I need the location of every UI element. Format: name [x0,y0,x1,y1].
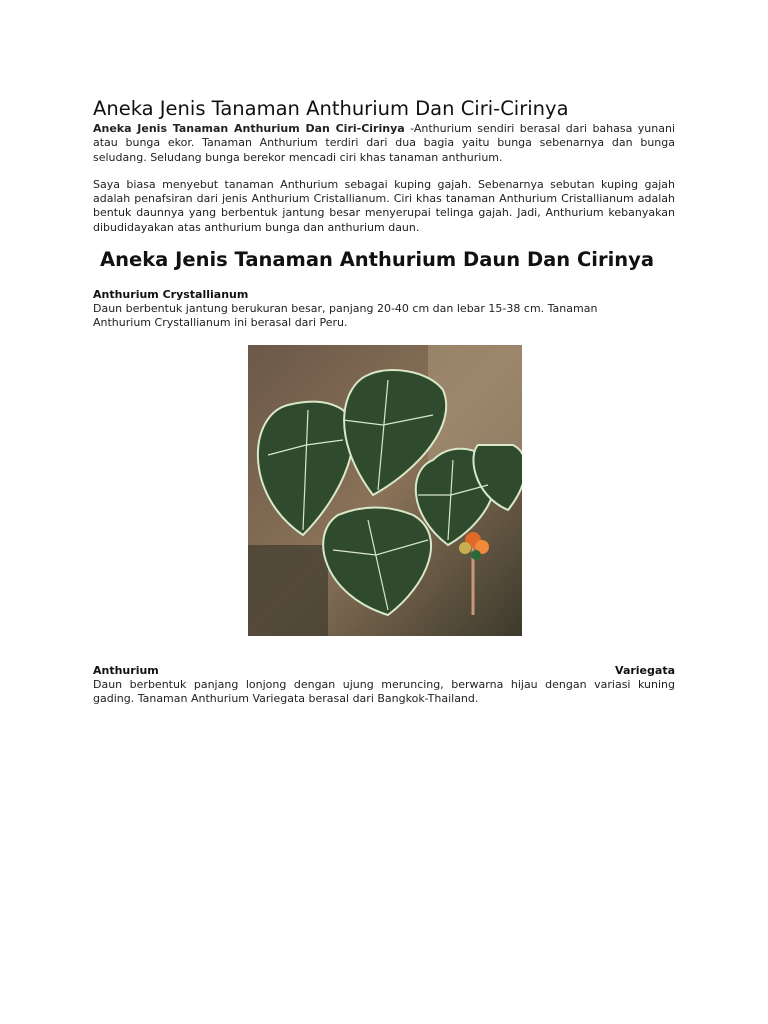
variegata-text: Daun berbentuk panjang lonjong dengan ujung meruncing, berwarna hijau dengan variasi kuning gading. Tanaman Anthurium Variegata berasal dari Bangkok-Thailand. [93,678,675,706]
variegata-title-right: Variegata [615,664,675,677]
anthurium-photo [248,345,522,636]
second-paragraph: Saya biasa menyebut tanaman Anthurium sebagai kuping gajah. Sebenarnya sebutan kuping gajah adalah penafsiran dari jenis Anthurium Cristallianum. Ciri khas tanaman Anthurium Cristallianum adalah bentuk daunnya yang berbentuk jantung besar menyerupai telinga gajah. Jadi, Anthurium kebanyakan dibudidayakan atas anthurium bunga dan anthurium daun. [93,177,675,234]
article-header [93,96,675,235]
crystallianum-title: Anthurium Crystallianum [93,288,249,301]
crystallianum-section [93,288,621,331]
variegata-title-left: Anthurium [93,664,159,677]
intro-text: -Anthurium sendiri berasal dari bahasa yunani atau bunga ekor. Tanaman Anthurium terdiri dari dua bagia yaitu bunga sebenarnya dan bunga seludang. Seludang bunga berekor mencadi ciri khas tanaman anthurium. [93,122,675,164]
variegata-section [93,664,675,707]
intro-paragraph [93,122,675,165]
intro-bold-lead: Aneka Jenis Tanaman Anthurium Dan Ciri-Cirinya [93,122,405,135]
article-title: Aneka Jenis Tanaman Anthurium Dan Ciri-Cirinya [93,97,569,120]
section-heading: Aneka Jenis Tanaman Anthurium Daun Dan Cirinya [100,248,655,271]
variegata-title [93,664,675,678]
crystallianum-text: Daun berbentuk jantung berukuran besar, panjang 20-40 cm dan lebar 15-38 cm. Tanaman Anthurium Crystallianum ini berasal dari Peru. [93,302,598,330]
